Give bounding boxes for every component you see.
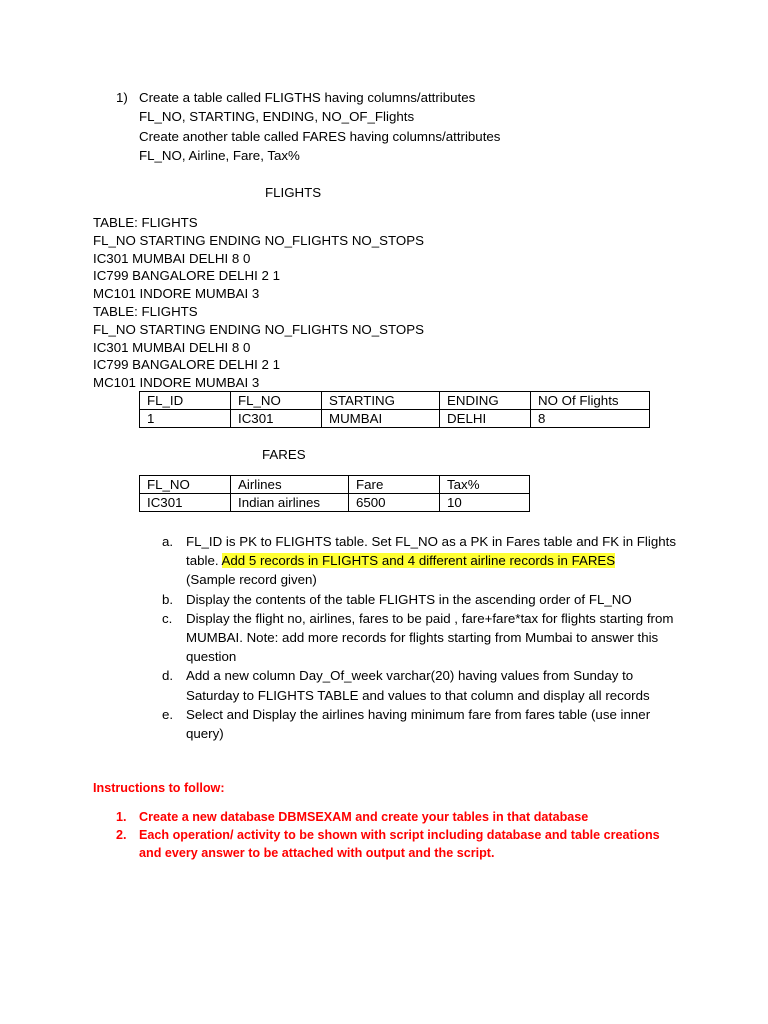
instruction-number: 2.	[116, 828, 127, 842]
table-header-row	[140, 392, 650, 410]
question-item	[160, 590, 680, 609]
question-item	[160, 532, 680, 590]
table-header-cell: Airlines	[231, 476, 349, 494]
instruction-number: 1.	[116, 810, 127, 824]
table-row	[140, 410, 650, 428]
table-header-cell: FL_NO	[140, 476, 231, 494]
question-text: Select and Display the airlines having minimum fare from fares table (use inner query)	[186, 706, 651, 742]
question-text: Add a new column Day_Of_week varchar(20) having values from Sunday to Saturday to FLIGHTS TABLE and values to that column and display all records	[186, 668, 650, 703]
plain-line: IC301 MUMBAI DELHI 8 0	[93, 339, 251, 355]
instruction-item	[116, 808, 676, 826]
highlighted-text: Add 5 records in FLIGHTS and 4 different airline records in FARES	[221, 553, 616, 569]
table-header-cell: Fare	[349, 476, 440, 494]
table-cell: 10	[440, 494, 530, 512]
plain-line: TABLE: FLIGHTS	[93, 215, 198, 230]
fares-table	[139, 475, 530, 512]
question-letter: b.	[162, 591, 174, 607]
table-header-cell: ENDING	[440, 392, 531, 410]
plain-line: IC301 MUMBAI DELHI 8 0	[93, 250, 251, 266]
table-header-row	[140, 476, 530, 494]
question-item	[160, 666, 680, 704]
instruction-text: Each operation/ activity to be shown with script including database and table creations and every answer to be attached with output and the script.	[139, 828, 660, 860]
table-cell: IC301	[140, 494, 231, 512]
plain-line: MC101 INDORE MUMBAI 3	[93, 286, 260, 302]
table-header-cell: STARTING	[322, 392, 440, 410]
question-list	[160, 532, 680, 743]
plain-line: TABLE: FLIGHTS	[93, 303, 198, 319]
table-cell: DELHI	[440, 410, 531, 428]
question-1-line: Create a table called FLIGTHS having columns/attributes	[139, 90, 476, 105]
plain-line: FL_NO STARTING ENDING NO_FLIGHTS NO_STOPS	[93, 232, 425, 248]
flights-table	[139, 391, 650, 428]
plain-line: MC101 INDORE MUMBAI 3	[93, 375, 260, 391]
table-cell: 6500	[349, 494, 440, 512]
instruction-item	[116, 826, 676, 862]
table-header-cell: FL_NO	[231, 392, 322, 410]
fares-heading: FARES	[262, 447, 306, 462]
question-text: FL_ID is PK to FLIGHTS table. Set FL_NO as a PK in Fares table and FK in Flights table.	[186, 534, 676, 569]
table-cell: MUMBAI	[322, 410, 440, 428]
plain-line: IC799 BANGALORE DELHI 2 1	[93, 357, 280, 373]
plain-flights-listing	[93, 214, 424, 392]
question-text-after: (Sample record given)	[186, 572, 317, 588]
question-letter: a.	[162, 534, 174, 549]
question-letter: e.	[162, 706, 174, 722]
instruction-text: Create a new database DBMSEXAM and create your tables in that database	[139, 810, 589, 824]
table-cell: 8	[531, 410, 650, 428]
plain-line: IC799 BANGALORE DELHI 2 1	[93, 268, 280, 284]
instructions-title: Instructions to follow:	[93, 781, 225, 795]
instructions-list	[116, 808, 676, 862]
question-letter: c.	[162, 610, 173, 626]
table-row	[140, 494, 530, 512]
flights-heading: FLIGHTS	[265, 185, 322, 200]
table-header-cell: Tax%	[440, 476, 530, 494]
table-cell: IC301	[231, 410, 322, 428]
question-1-line: Create another table called FARES having columns/attributes	[139, 128, 501, 144]
question-text: Display the contents of the table FLIGHTS in the ascending order of FL_NO	[186, 591, 632, 607]
table-cell: Indian airlines	[231, 494, 349, 512]
question-text: Display the flight no, airlines, fares to be paid , fare+fare*tax for flights starting from MUMBAI. Note: add more records for flights starting from Mumbai to answer this question	[186, 610, 674, 665]
plain-line: FL_NO STARTING ENDING NO_FLIGHTS NO_STOPS	[93, 321, 425, 337]
table-cell: 1	[140, 410, 231, 428]
question-item	[160, 705, 680, 743]
table-header-cell: FL_ID	[140, 392, 231, 410]
question-letter: d.	[162, 668, 174, 684]
question-1-number: 1)	[116, 90, 128, 105]
question-1-line: FL_NO, Airline, Fare, Tax%	[139, 148, 300, 164]
question-1	[116, 88, 500, 166]
question-1-line: FL_NO, STARTING, ENDING, NO_OF_Flights	[139, 109, 415, 125]
table-header-cell: NO Of Flights	[531, 392, 650, 410]
question-item	[160, 609, 680, 667]
